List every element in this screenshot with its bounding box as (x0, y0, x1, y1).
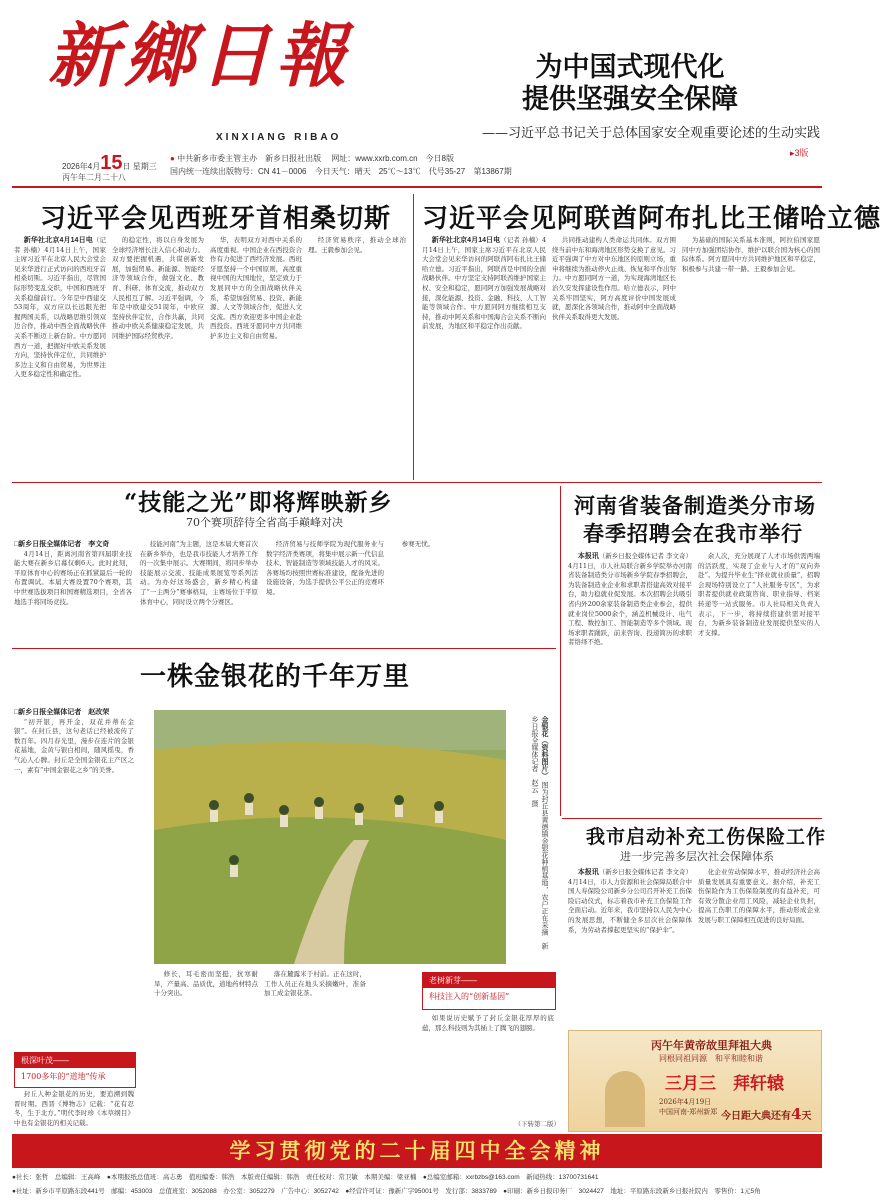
top-story[interactable] (470, 52, 790, 116)
ancestor-worship-ad[interactable] (568, 1030, 822, 1132)
sidebar-tech-box (422, 972, 556, 1010)
injury-col-1 (568, 868, 692, 1026)
section-divider-3 (562, 818, 822, 819)
top-story-title-1: 为中国式现代化 (535, 52, 725, 83)
equip-col-1 (568, 552, 692, 814)
ad-countdown-prefix: 今日距大典还有 (721, 1111, 791, 1122)
footer-staff-line: ●社长：张哲 总编辑：王高峰 ●本期报纸总值班：高志勇 值班编委：韩浩 本版责任编辑：韩浩 责任校对：常卫敏 本期美编：梁亚楠 ●总编室邮箱：xxrbzbs@163.com 新闻热线：13700731641 (12, 1174, 599, 1181)
skills-text-3: 经济贸易与技师学院为现代服务业与数字经济类赛项，将集中展示新一代信息技术、智能制造等领域技能人才的风采。各赛场均按照世赛标准建设，配备先进的设施设备，为选手提供公平公正的竞赛环境。 (266, 540, 384, 596)
ad-main-slogan: 三月三 拜轩辕 (665, 1074, 784, 1094)
lead-left-headline[interactable]: 习近平会见西班牙首相桑切斯 (40, 204, 392, 234)
jinyin-col-3 (264, 970, 366, 1110)
yellow-emperor-figure-icon (605, 1071, 645, 1127)
lead-left-dateline: 新华社北京4月14日电 (23, 237, 93, 244)
lead-right-col-3 (682, 236, 820, 476)
lead-left-reporter: （记者 孙楠） (14, 236, 107, 254)
lead-right-headline[interactable]: 习近平会见阿联酋阿布扎比王储哈立德 (422, 204, 881, 234)
injury-dateline: 本报讯 (577, 869, 599, 876)
lead-right-text-1: 4月14日上午，国家主席习近平在北京人民大会堂会见来华访问的阿联酋阿布扎比王储哈立德。习近平指出，阿联酋是中国的全面战略伙伴。中方坚定支持阿联酋维护国家主权、安全和稳定，愿同阿方加强发展战略对接，深化能源、投资、金融、科技、人工智能等领域合作。中方愿同阿方继续相互支持，推动中阿关系和中国海合会关系不断向前发展，为地区和平稳定作出贡献。 (422, 236, 546, 331)
photo-caption-text: 图为封丘县黄德镇金银花种植基地，农户正在采摘 新乡日报全媒体记者 赵云 摄 (531, 716, 549, 950)
injury-text-2: 化企业劳动保障水平，推动经济社会高质量发展具有重要意义。据介绍，补充工伤保险作为工伤保险制度的有益补充，可有效分散企业用工风险，减轻企业负担，提高工伤职工的保障水平，推动形成企业发展与职工保障相互促进的良好局面。 (698, 868, 820, 924)
page-ref-label: 3版 (794, 148, 809, 158)
lead-left-col-1 (14, 236, 106, 476)
skills-text-1: 4月14日，距离河南省第四届职业技能大赛在新乡启幕仅剩6天。此时此刻，平原体育中心的赛场正在抓紧最后一轮的布置调试。本届大赛设置70个赛项，其中世赛选拔项目和国赛精选项目，全省各地选手将同场竞技。 (14, 549, 132, 606)
top-story-subtitle: ——习近平总书记关于总体国家安全观重要论述的生动实践 (481, 126, 820, 141)
photo-caption (510, 716, 550, 956)
honeysuckle-field-photo (154, 710, 506, 964)
masthead-logo: 新鄉日報 (48, 14, 352, 97)
ad-countdown-suffix: 天 (801, 1111, 812, 1122)
issue-number: 第13867期 (473, 167, 512, 176)
skills-col-4 (392, 540, 554, 642)
injury-subhead: 进一步完善多层次社会保障体系 (620, 850, 774, 863)
sidebar-heritage-subtitle: 1700多年的“道地”传承 (21, 1072, 106, 1081)
skills-text-4: 参赛无忧。 (401, 540, 435, 548)
lead-right-col-1 (422, 236, 546, 476)
ad-countdown (721, 1105, 811, 1123)
equip-col-2 (698, 552, 820, 814)
skills-byline: □新乡日报全媒体记者 李文奇 (14, 541, 110, 548)
jinyin-headline[interactable]: 一株金银花的千年万里 (140, 662, 411, 692)
lead-left-col-4 (308, 236, 406, 476)
section-divider-2 (12, 648, 556, 649)
skills-col-2 (140, 540, 258, 642)
right-column-divider (560, 486, 561, 816)
ad-date: 2026年4月19日 (659, 1098, 712, 1106)
postal-code: 代号35-27 (428, 167, 466, 176)
site-line: 网址：www.xxrb.com.cn 今日8版 (331, 154, 454, 163)
jinyin-byline: □新乡日报全媒体记者 赵改荣 (14, 709, 110, 716)
lead-left-text-1: 4月14日上午，国家主席习近平在北京人民大会堂会见来华进行正式访问的西班牙首相桑切斯。习近平指出，尽管国际形势变乱交织，中国和西班牙关系稳健前行。今年是中西建交53周年，双方应以长远眼光把握两国关系，以战略思维引领双边合作，推动中西全面战略伙伴关系不断迈上新台阶。中方愿同西方一道，把握好中欧关系发展方向，坚持伙伴定位，共同维护多边主义和自由贸易，为世界注入更多稳定性和确定性。 (14, 245, 106, 379)
lead-divider (413, 194, 414, 480)
equip-text-1: （新乡日报全媒体记者 李文奇）4月11日，市人社局联合新乡学院举办河南省装备制造类分市场新乡学院春季招聘会，为装备制造业企业和求职者搭建高效对接平台，助力稳就业促发展。本次招聘会共吸引省内外200余家装备制造类企业参会，提供就业岗位5000余个，涵盖机械设计、电气工程、数控加工、智能制造等多个领域。现场求职者踊跃，前来咨询、投递简历的求职者络绎不绝。 (568, 552, 692, 647)
jinyin-text-1: “初开银，再开金，双花并蒂在金银”。在封丘县，这句老话已经被流传了数百年。四月春光里，漫步在连片的金银花基地，金黄与银白相间，随风摇曳，香气沁人心脾。封丘是全国金银花主产区之一，素有“中国金银花之乡”的美誉。 (14, 717, 134, 774)
lunar-date: 丙午年二月二十八 (62, 173, 126, 182)
date-prefix: 2026年4月 (62, 162, 101, 171)
jinyin-text-4: 如果说历史赋予了封丘金银花厚厚的底蕴，那么科技则为其插上了腾飞的翅膀。 (422, 1014, 554, 1032)
ad-place: 中国河南·郑州新郑 (659, 1108, 718, 1116)
skills-col-3 (266, 540, 384, 642)
masthead-divider (12, 186, 822, 188)
party-emblem-icon: ● (170, 154, 175, 163)
lead-right-reporter: （记者 孙楠） (500, 236, 542, 244)
sidebar-heritage-box (14, 1052, 136, 1088)
footer-address-line: ●社址：新乡市平原路东段441号 邮编：453003 总值班室：3052088 办公室：3052279 广告中心：3052742 ●经营许可证：豫新广字95001号 发行部：3833789 ●印刷：新乡日报印务厂 3024427 地址：平原路东段新乡日报社院内 零售价：1元5角 (12, 1188, 761, 1195)
lead-right-col-2 (552, 236, 676, 476)
sidebar-heritage-text (14, 1090, 134, 1130)
ad-sub-line: 同根同祖同源 和平和睦和谐 (659, 1054, 763, 1063)
injury-text-1: （新乡日报全媒体记者 李文奇）4月14日，市人力资源和社会保障局联合中国人寿保险公司新乡分公司召开补充工伤保险启动仪式，标志着我市补充工伤保险工作全面启动。近年来，我市坚持以人民为中心的发展思想，不断健全多层次社会保障体系，为劳动者撑起更坚实的“保护伞”。 (568, 868, 692, 934)
skills-subhead: 70个赛项辞待全省高手巅峰对决 (186, 516, 343, 529)
registration-line (170, 166, 512, 177)
jinyin-col-4 (422, 1014, 554, 1118)
cn-line: 国内统一连续出版物号：CN 41－0006 (170, 167, 307, 176)
lead-left-col-3 (210, 236, 302, 476)
lead-left-text-3: 华，表明双方对西中关系的高度重视。中国企业在西投资合作有力促进了西经济发展。西班牙愿坚持一个中国原则，高度重视中国的大国地位，坚定致力于发展同中方的全面战略伙伴关系，希望加强贸易、投资、新能源、人文等领域合作，促进人文交流。西方欢迎更多中国企业赴西投资。西班牙愿同中方共同维护多边主义和自由贸易。 (210, 236, 302, 340)
lead-right-dateline: 新华社北京4月14日电 (431, 237, 501, 244)
lead-left-text-2: 的稳定性，将以自身发展为全球经济增长注入信心和动力。双方要把握机遇，共谋创新发展，加强贸易、新能源、智能经济等领域合作，做强文化、教育、科研、体育交流，推动双方人民相互了解。习近平强调，今年是中欧建交51周年，中欧应坚持伙伴定位，合作共赢，共同推动中欧关系健康稳定发展，共同维护国际经贸秩序。 (112, 236, 204, 340)
jinyin-turn[interactable]: （下转第二版） (514, 1120, 560, 1128)
jinyin-col-2 (154, 970, 258, 1110)
top-story-title-2: 提供坚强安全保障 (522, 84, 738, 115)
sidebar-heritage-title: 根深叶茂—— (15, 1053, 135, 1068)
lead-right-text-2: 共同推动建构人类命运共同体。双方围绕当前中东和海湾地区形势交换了意见。习近平强调了中方对中东地区的原则立场，重申将继续为推动停火止战、恢复和平作出努力。中方愿同阿方一道，为实现海湾地区长治久安发挥建设性作用。哈立德表示，阿中关系牢固坚实，阿方高度评价中国发展成就，愿深化各领域合作，推动阿中全面战略伙伴关系取得更大发展。 (552, 236, 676, 321)
date-day: 15 (100, 152, 123, 174)
equip-headline-2: 春季招聘会在我市举行 (583, 521, 803, 546)
equip-text-2: 余人次，充分展现了人才市场供需两端的活跃度，实现了企业与人才的“双向奔赴”。为提升毕业生“择业就业质量”，招聘会现场特别设立了“人社服务专区”，为求职者提供就业政策咨询、职业指导、档案转递等一站式服务。市人社局相关负责人表示，下一步，将持续搭建供需对接平台，为新乡装备制造业发展提供坚实的人才支撑。 (698, 552, 820, 637)
date-suffix: 日 星期三 (122, 162, 157, 171)
injury-headline[interactable]: 我市启动补充工伤保险工作 (586, 826, 827, 848)
weather-line: 今日天气：晴天 25℃～13℃ (314, 167, 421, 176)
equip-headline-1: 河南省装备制造类分市场 (574, 493, 816, 518)
lead-right-text-3: 为基础的国际关系基本准则，阿拉伯国家愿同中方加强团结协作，维护以联合国为核心的国际体系。阿方愿同中方共同维护地区和平稳定，积极参与共建一带一路。王毅参加会见。 (682, 236, 820, 273)
publisher-line (170, 153, 454, 164)
lead-left-col-2 (112, 236, 204, 476)
photo-illustration (154, 710, 506, 964)
jinyin-text-3: 落在麓露米于村前。正在这时，工作人员正在地头采摘嫩叶，准备加工成金银花茶。 (264, 970, 366, 998)
equip-headline[interactable] (574, 492, 816, 548)
org-line: 中共新乡市委主管主办 新乡日报社出版 (177, 154, 322, 163)
top-story-page-ref[interactable]: ▸3版 (790, 148, 809, 158)
injury-col-2 (698, 868, 820, 1026)
jinyin-col-1 (14, 708, 134, 1048)
masthead-pinyin: XINXIANG RIBAO (216, 132, 342, 143)
jinyin-text-2: 修长，耳毛密而坚挺，抗寒耐旱，产量高、品质优，道地药材特点十分突出。 (154, 970, 258, 998)
lead-left-text-4: 经济贸易秩序，推动全球治理。王毅参加会见。 (308, 236, 406, 254)
sidebar-heritage-paragraph: 封丘人种金银花的历史，要追溯到魏晋时期。西晋《博物志》记载：“花有忍冬，生于北方。”明代李时珍《本草纲目》中也有金银花的相关记载。 (14, 1090, 134, 1127)
equip-dateline: 本报讯 (577, 553, 599, 560)
skills-headline[interactable]: “技能之光”即将辉映新乡 (124, 489, 393, 516)
ad-countdown-days: 4 (791, 1105, 802, 1123)
skills-text-2: 技能河南”为主题，这是本届大赛首次在新乡举办，也是我市技能人才培养工作的一次集中展示。大赛期间，将同步举办技能展示交流、技能成果展览等系列活动。为办好这场盛会，新乡精心构建了“一主两分”赛事格局，主赛场位于平原体育中心，同时设立两个分赛区。 (140, 540, 258, 606)
sidebar-tech-subtitle: 科技注入的“创新基因” (429, 992, 510, 1001)
skills-col-1 (14, 540, 132, 642)
theme-banner: 学习贯彻党的二十届四中全会精神 (12, 1134, 822, 1168)
ad-top-line: 丙午年黄帝故里拜祖大典 (651, 1039, 772, 1052)
sidebar-tech-title: 老树新芽—— (423, 973, 555, 988)
photo-caption-title: 金银花（资料图片） (541, 716, 550, 779)
section-divider-1 (12, 482, 822, 483)
